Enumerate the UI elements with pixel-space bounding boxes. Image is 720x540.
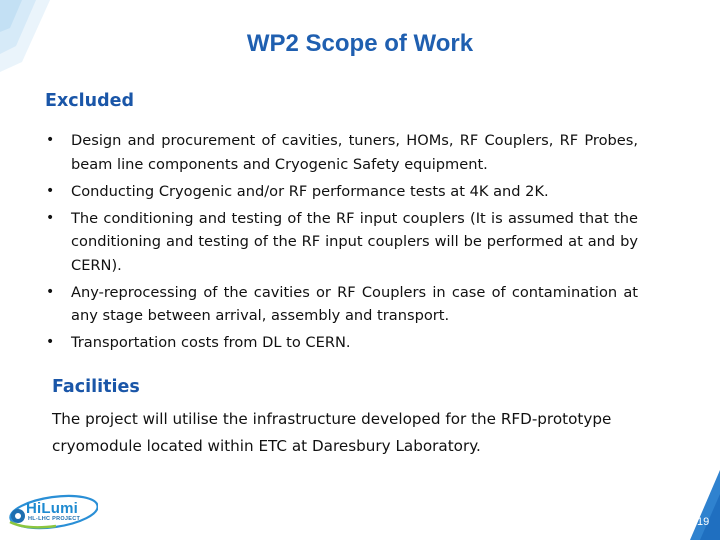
list-item-text: The conditioning and testing of the RF input couplers (It is assumed that the conditioning and testing of the RF input couplers will be performed at and by CERN). <box>71 209 638 274</box>
bullet-icon: • <box>46 209 55 226</box>
excluded-heading: Excluded <box>45 91 134 111</box>
facilities-heading: Facilities <box>52 377 140 397</box>
list-item-text: Any-reprocessing of the cavities or RF Couplers in case of contamination at any stage between arrival, assembly and transport. <box>71 283 638 324</box>
facilities-text: The project will utilise the infrastructure developed for the RFD-prototype cryomodule located within ETC at Daresbury Laboratory. <box>52 410 612 455</box>
page-number: 19 <box>697 516 710 528</box>
bullet-icon: • <box>46 283 55 300</box>
bullet-icon: • <box>46 182 55 199</box>
list-item-text: Design and procurement of cavities, tuners, HOMs, RF Couplers, RF Probes, beam line components and Cryogenic Safety equipment. <box>71 132 638 173</box>
list-item-text: Conducting Cryogenic and/or RF performance tests at 4K and 2K. <box>71 182 549 200</box>
list-item-text: Transportation costs from DL to CERN. <box>71 334 351 351</box>
slide-title: WP2 Scope of Work <box>246 30 474 57</box>
list-item <box>46 207 638 278</box>
excluded-list <box>46 129 638 358</box>
list-item <box>46 331 638 355</box>
logo-subtext: HL-LHC PROJECT <box>28 516 81 522</box>
logo-text: HiLumi <box>26 500 79 517</box>
list-item <box>46 129 638 176</box>
bullet-icon: • <box>46 334 55 350</box>
list-item <box>46 281 638 328</box>
bullet-icon: • <box>46 132 55 148</box>
list-item <box>46 180 638 204</box>
